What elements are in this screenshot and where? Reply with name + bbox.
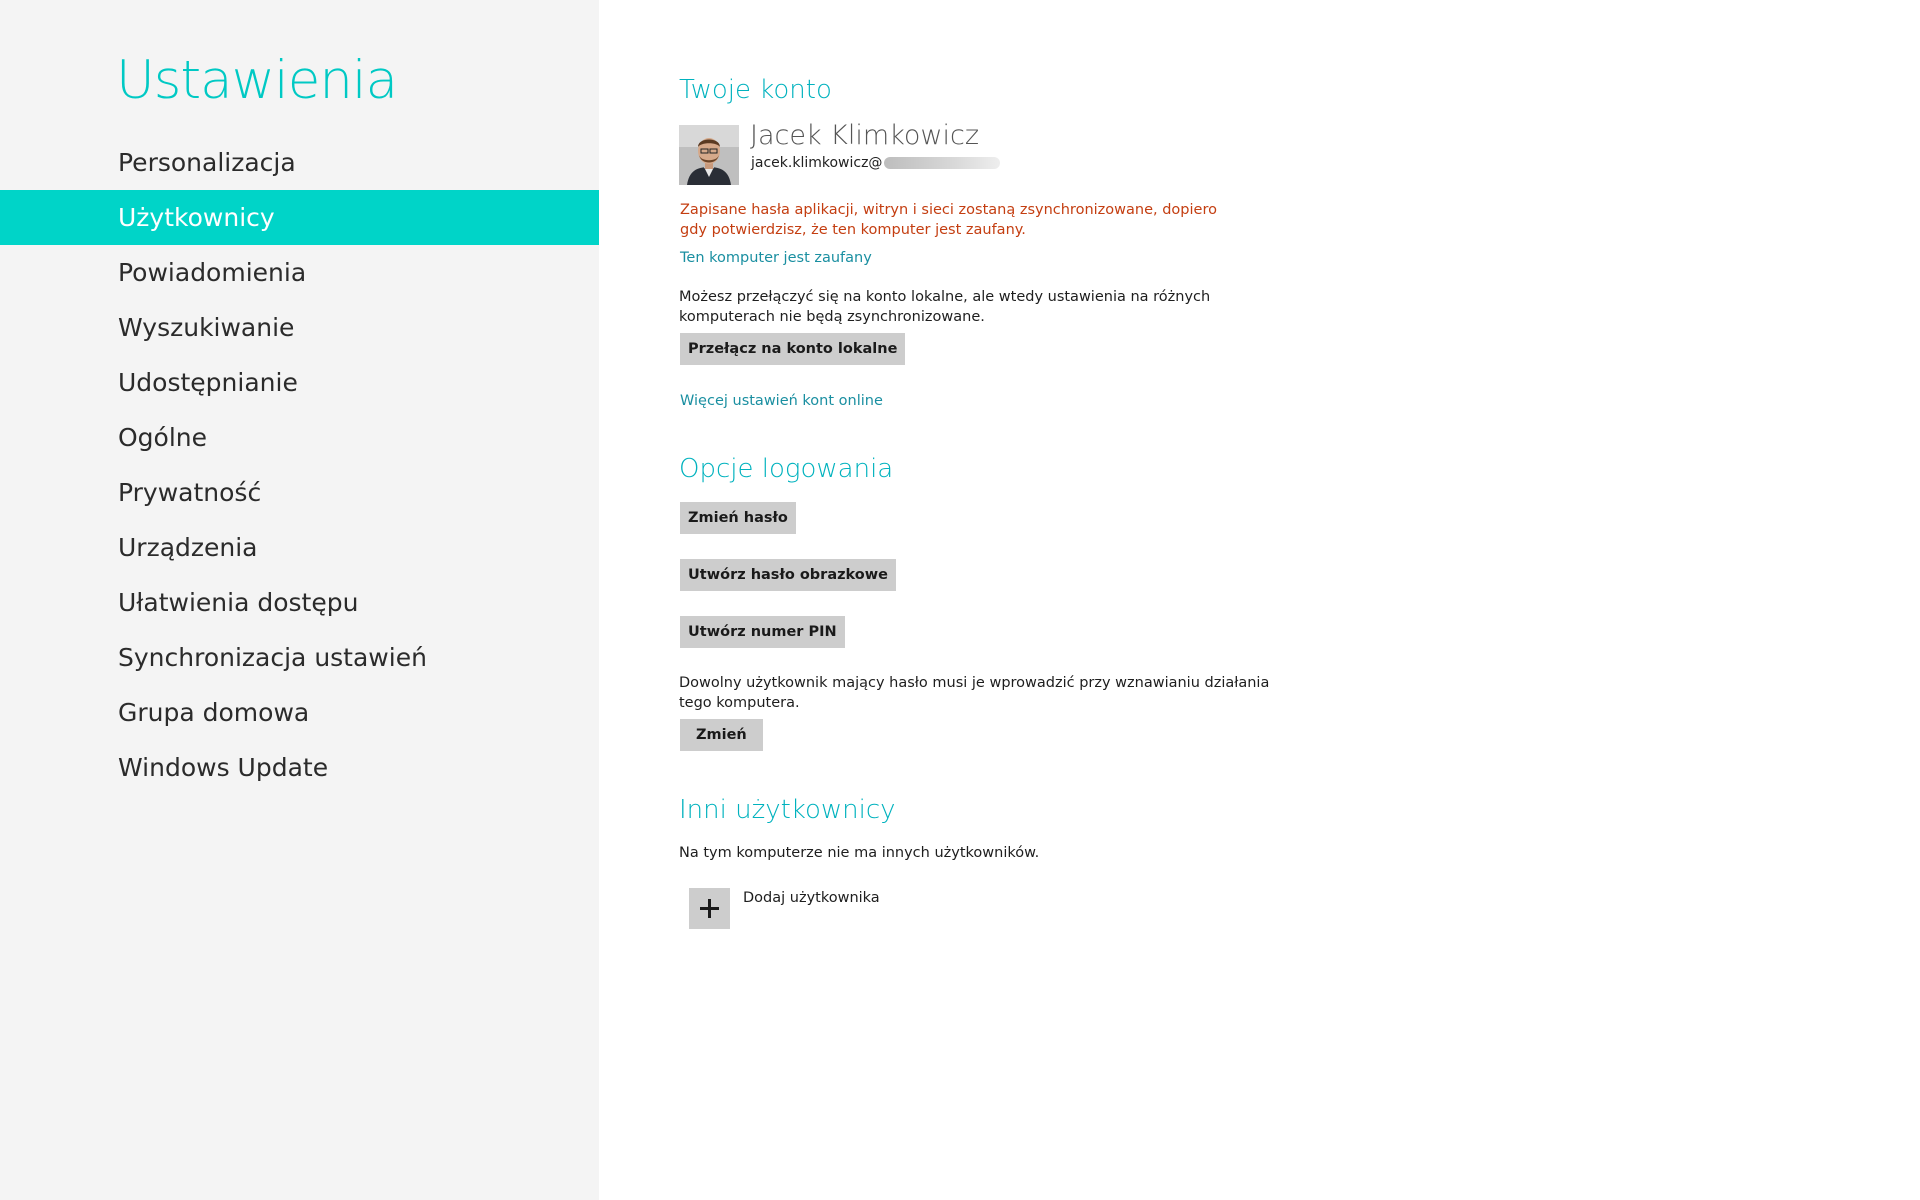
other-users-heading: Inni użytkownicy	[679, 795, 896, 825]
sign-in-options-heading: Opcje logowania	[679, 454, 894, 484]
nav-item-personalization[interactable]: Personalizacja	[118, 148, 296, 177]
user-avatar	[679, 125, 739, 185]
no-other-users-text: Na tym komputerze nie ma innych użytkowników.	[679, 845, 1040, 861]
trust-this-pc-link[interactable]: Ten komputer jest zaufany	[680, 250, 872, 266]
user-avatar-image	[679, 125, 739, 185]
settings-sidebar	[0, 0, 599, 1200]
nav-item-notifications[interactable]: Powiadomienia	[118, 258, 307, 287]
nav-item-privacy[interactable]: Prywatność	[118, 478, 262, 507]
settings-title: Ustawienia	[116, 50, 398, 111]
nav-item-sync-settings[interactable]: Synchronizacja ustawień	[118, 643, 427, 672]
switch-to-local-account-button[interactable]: Przełącz na konto lokalne	[680, 333, 905, 365]
create-pin-button[interactable]: Utwórz numer PIN	[680, 616, 845, 648]
local-account-info: Możesz przełączyć się na konto lokalne, ale wtedy ustawienia na różnych komputerach nie będą zsynchronizowane.	[679, 289, 1211, 325]
add-user-label[interactable]: Dodaj użytkownika	[743, 890, 880, 906]
change-password-button[interactable]: Zmień hasło	[680, 502, 796, 534]
users-settings-pane	[679, 0, 1879, 1200]
your-account-heading: Twoje konto	[679, 75, 832, 105]
nav-item-windows-update[interactable]: Windows Update	[118, 753, 329, 782]
sync-warning-text: Zapisane hasła aplikacji, witryn i sieci zostaną zsynchronizowane, dopiero gdy potwierdzisz, że ten komputer jest zaufany.	[680, 202, 1217, 238]
nav-item-users[interactable]: Użytkownicy	[0, 190, 599, 245]
nav-item-ease-of-access[interactable]: Ułatwienia dostępu	[118, 588, 359, 617]
nav-item-devices[interactable]: Urządzenia	[118, 533, 258, 562]
user-email-text: jacek.klimkowicz@	[751, 155, 883, 171]
plus-icon	[689, 888, 730, 929]
user-email	[751, 153, 1000, 173]
email-redaction-blur	[884, 157, 1000, 169]
nav-item-sharing[interactable]: Udostępnianie	[118, 368, 298, 397]
nav-item-search[interactable]: Wyszukiwanie	[118, 313, 295, 342]
add-user-button[interactable]	[689, 888, 730, 929]
change-wake-policy-button[interactable]: Zmień	[680, 719, 763, 751]
create-picture-password-button[interactable]: Utwórz hasło obrazkowe	[680, 559, 896, 591]
more-online-account-settings-link[interactable]: Więcej ustawień kont online	[680, 393, 883, 409]
wake-password-info: Dowolny użytkownik mający hasło musi je wprowadzić przy wznawianiu działania tego komputera.	[679, 675, 1270, 711]
settings-nav	[0, 135, 599, 795]
nav-item-general[interactable]: Ogólne	[118, 423, 208, 452]
user-display-name: Jacek Klimkowicz	[750, 120, 979, 151]
nav-item-homegroup[interactable]: Grupa domowa	[118, 698, 310, 727]
